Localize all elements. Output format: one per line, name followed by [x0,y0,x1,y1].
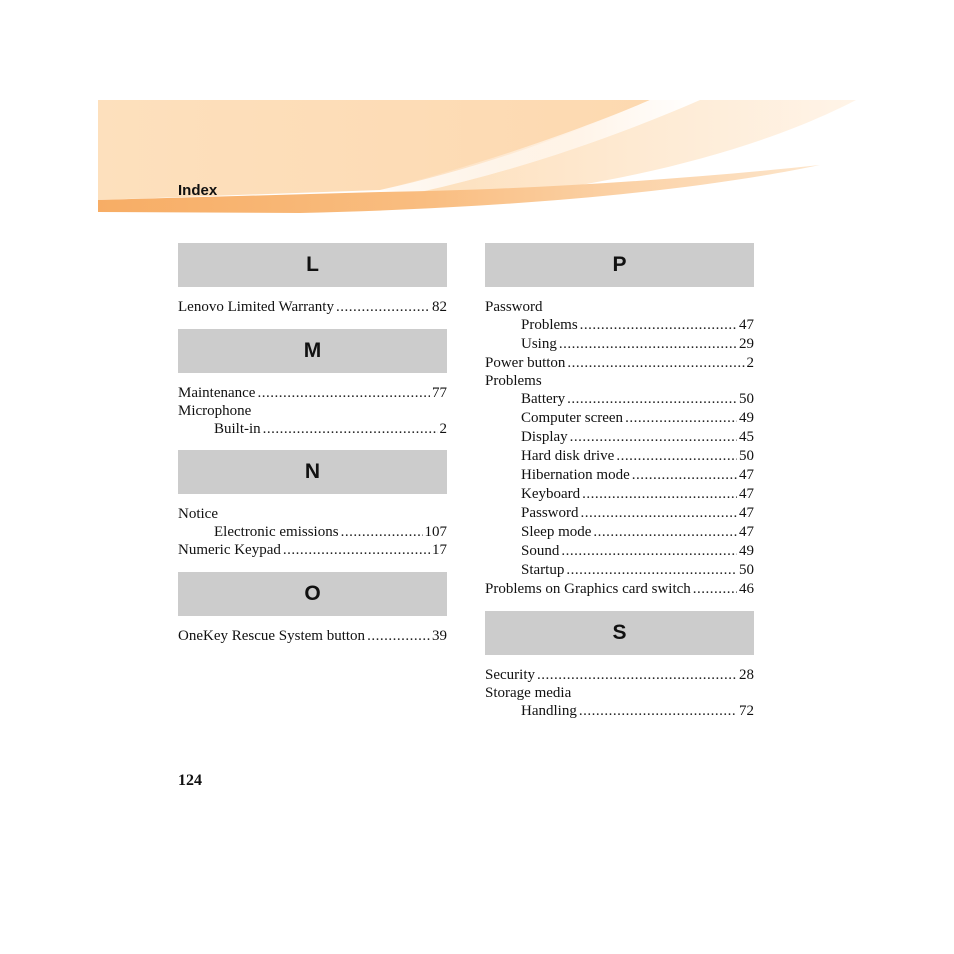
index-term: Using [521,336,557,352]
index-term: Notice [178,506,218,522]
dot-leader [336,298,430,317]
index-term: Power button [485,355,566,371]
dot-leader [537,666,737,684]
page-ref: 107 [424,524,447,540]
page-ref: 77 [432,385,447,401]
index-subentry [485,466,754,485]
page-ref: 46 [739,581,754,597]
letter-header-o: O [178,572,447,616]
index-term: Sound [521,543,560,559]
index-section-m [178,373,447,450]
page-ref: 47 [739,467,754,483]
index-entry [178,298,447,317]
page-ref: 29 [739,336,754,352]
index-term: Problems [485,373,542,389]
index-section-n [178,494,447,572]
dot-leader [559,335,737,354]
index-entry [178,541,447,560]
index-subentry [485,409,754,428]
page-ref: 82 [432,299,447,315]
index-section-p [485,287,754,611]
page-ref: 39 [432,628,447,644]
page-ref: 47 [739,486,754,502]
index-subentry [485,542,754,561]
index-term: Numeric Keypad [178,542,281,558]
header-banner [0,0,954,240]
letter-header-n: N [178,450,447,494]
index-term: Hibernation mode [521,467,630,483]
index-term: Problems on Graphics card switch [485,581,691,597]
index-subentry [485,485,754,504]
dot-leader [632,466,737,485]
index-entry [485,580,754,599]
index-term: OneKey Rescue System button [178,628,366,644]
index-term: Lenovo Limited Warranty [178,299,334,315]
dot-leader [579,702,737,720]
index-entry [178,627,447,646]
page-ref: 47 [739,317,754,333]
dot-leader [570,428,737,447]
index-term: Password [521,505,579,521]
page-ref: 50 [739,391,754,407]
index-subentry [485,335,754,354]
index-entry [485,372,754,390]
page-ref: 47 [739,505,754,521]
index-subentry [485,428,754,447]
page-ref: 50 [739,562,754,578]
index-term: Built-in [214,421,261,437]
index-subentry [178,420,447,438]
index-column-right [485,243,754,732]
index-section-o [178,616,447,658]
dot-leader [566,561,737,580]
index-term: Sleep mode [521,524,592,540]
page-ref: 2 [746,355,754,371]
index-section-s [485,655,754,732]
index-entry [485,354,754,372]
index-term: Battery [521,391,566,407]
letter-header-s: S [485,611,754,655]
index-term: Password [485,299,543,315]
index-subentry [485,523,754,542]
letter-header-p: P [485,243,754,287]
index-section-l [178,287,447,329]
dot-leader [561,542,737,561]
page-ref: 49 [739,543,754,559]
index-term: Problems [521,317,578,333]
dot-leader [581,504,737,523]
page-ref: 45 [739,429,754,445]
dot-leader [593,523,737,542]
page-ref: 47 [739,524,754,540]
index-term: Security [485,667,535,683]
dot-leader [341,523,423,541]
page-header-title: Index [178,182,218,199]
index-column-left [178,243,447,658]
dot-leader [257,384,430,402]
letter-header-l: L [178,243,447,287]
index-subentry [485,390,754,409]
page-ref: 50 [739,448,754,464]
dot-leader [616,447,737,466]
dot-leader [693,580,737,599]
page-ref: 28 [739,667,754,683]
dot-leader [582,485,737,504]
index-term: Electronic emissions [214,524,339,540]
index-subentry [485,504,754,523]
index-term: Keyboard [521,486,581,502]
dot-leader [580,316,737,335]
dot-leader [283,541,430,560]
index-entry [485,298,754,316]
index-term: Handling [521,703,577,719]
page-ref: 2 [439,421,447,437]
page-ref: 17 [432,542,447,558]
dot-leader [567,354,744,372]
dot-leader [625,409,737,428]
index-term: Computer screen [521,410,624,426]
dot-leader [263,420,438,438]
index-term: Display [521,429,568,445]
index-term: Hard disk drive [521,448,615,464]
index-subentry [485,316,754,335]
dot-leader [367,627,430,646]
index-subentry [178,523,447,541]
page-ref: 72 [739,703,754,719]
index-entry [178,505,447,523]
index-subentry [485,702,754,720]
index-subentry [485,447,754,466]
page-number: 124 [178,772,202,789]
index-subentry [485,561,754,580]
page-ref: 49 [739,410,754,426]
index-term: Startup [521,562,565,578]
index-entry [485,666,754,684]
letter-header-m: M [178,329,447,373]
index-entry [485,684,754,702]
index-entry [178,402,447,420]
dot-leader [567,390,737,409]
index-term: Maintenance [178,385,256,401]
index-term: Storage media [485,685,572,701]
index-term: Microphone [178,403,252,419]
index-entry [178,384,447,402]
